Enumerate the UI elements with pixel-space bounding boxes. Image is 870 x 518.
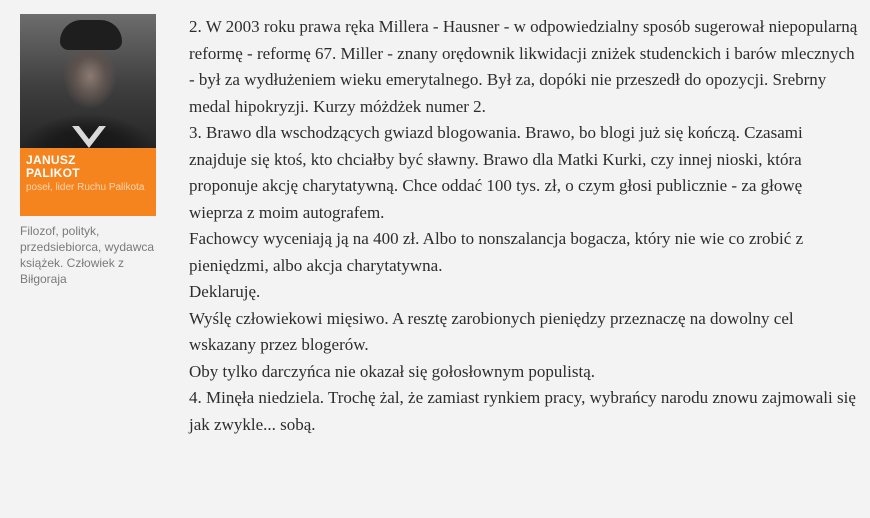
author-card[interactable] bbox=[20, 14, 156, 287]
article-paragraph: 2. W 2003 roku prawa ręka Millera - Hausner - w odpowiedzialny sposób sugerował niepopularną reformę - reformę 67. Miller - znany orędownik likwidacji zniżek studenckich i barów mlecznych - był za wydłużeniem wieku emerytalnego. Był za, dopóki nie przeszedł do opozycji. Srebrny medal hipokryzji. Kurzy móżdżek numer 2. bbox=[189, 17, 858, 116]
author-bio: Filozof, polityk, przedsiebiorca, wydawca książek. Człowiek z Biłgoraja bbox=[20, 224, 155, 286]
article-paragraph: Fachowcy wyceniają ją na 400 zł. Albo to nonszalancja bogacza, który nie wie co zrobić z pieniędzmi, albo akcja charytatywna. bbox=[189, 229, 804, 275]
article-paragraph: Deklaruję. bbox=[189, 282, 261, 301]
author-name-box[interactable] bbox=[20, 148, 156, 216]
author-role: poseł, lider Ruchu Palikota bbox=[26, 182, 145, 193]
article-paragraph: 3. Brawo dla wschodzących gwiazd blogowania. Brawo, bo blogi już się kończą. Czasami znajduje się ktoś, kto chciałby być sławny. Brawo dla Matki Kurki, czy innej nioski, która proponuje akcję charytatywną. Chce oddać 100 tys. zł, o czym głosi publicznie - za głowę wieprza z moim autografem. bbox=[189, 123, 803, 222]
photo-detail bbox=[60, 20, 122, 50]
author-photo[interactable] bbox=[20, 14, 156, 148]
article-paragraph: 4. Minęła niedziela. Trochę żal, że zamiast rynkiem pracy, wybrańcy narodu znowu zajmowali się jak zwykle... sobą. bbox=[189, 388, 856, 434]
photo-detail bbox=[72, 126, 106, 148]
article-paragraph: Wyślę człowiekowi mięsiwo. A resztę zarobionych pieniędzy przeznaczę na dowolny cel wskazany przez blogerów. bbox=[189, 308, 794, 354]
article-paragraph: Oby tylko darczyńca nie okazał się gołosłownym populistą. bbox=[189, 361, 596, 381]
article-body bbox=[189, 14, 859, 438]
author-name[interactable]: JANUSZ PALIKOT bbox=[26, 153, 80, 180]
